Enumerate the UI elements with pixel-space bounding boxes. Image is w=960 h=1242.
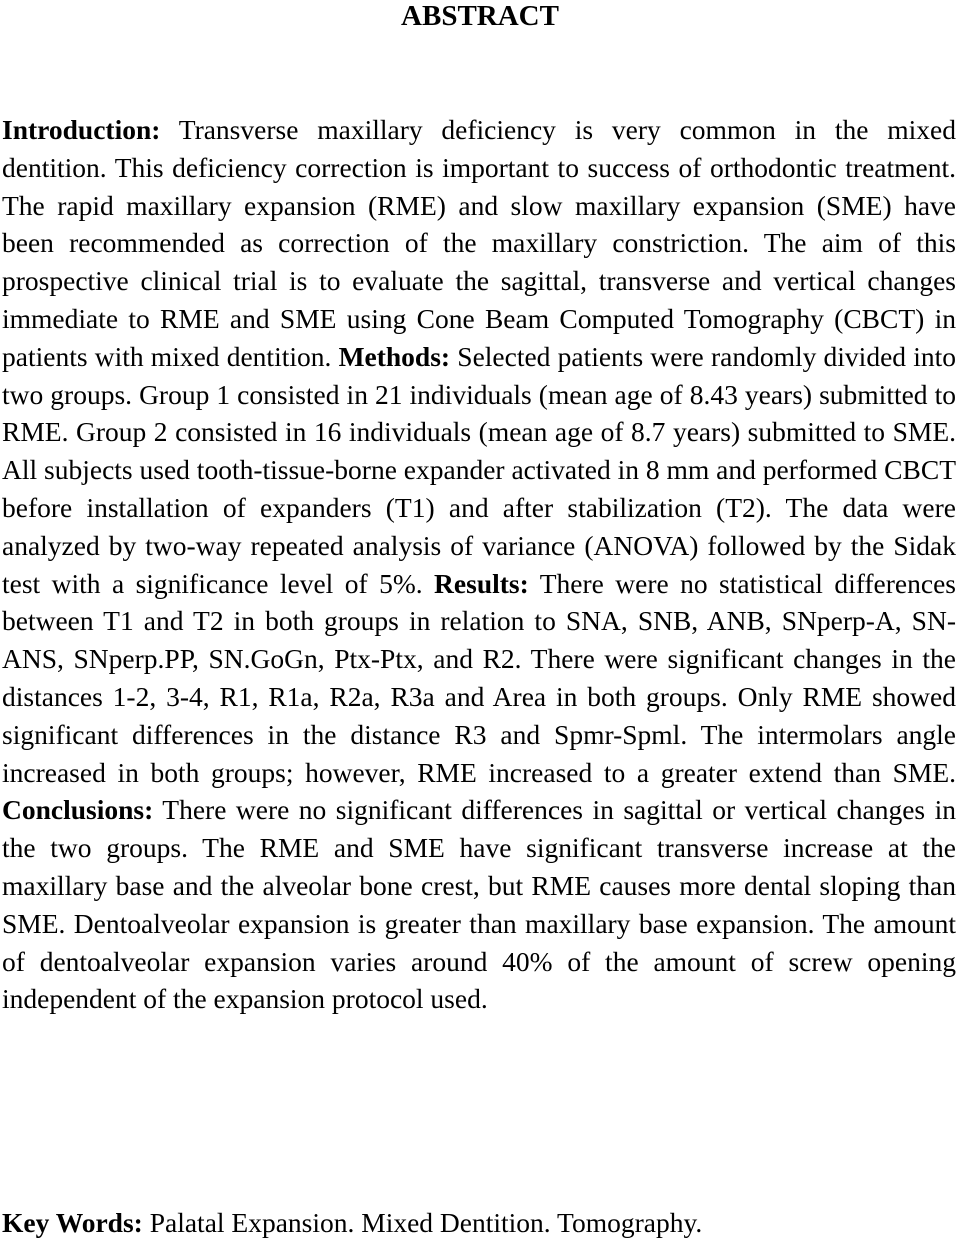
methods-label: Methods: [338, 340, 451, 372]
keywords-text: Palatal Expansion. Mixed Dentition. Tomography. [142, 1207, 703, 1238]
keywords-label: Key Words: [2, 1207, 143, 1238]
abstract-heading: ABSTRACT [401, 0, 559, 32]
results-label: Results: [434, 567, 529, 599]
introduction-label: Introduction: [2, 114, 161, 145]
keywords-line [2, 1204, 956, 1242]
results-text: There were no statistical differences between T1 and T2 in both groups in relation to SNA, SNB, ANB, SNperp-A, SN-ANS, SNperp.PP, SN.GoGn, Ptx-Ptx, and R2. There were significant changes in the distances 1-2, 3-4, R1, R1a, R2a, R3a and Area in both groups. Only RME showed significant differences in the distance R3 and Spmr-Spml. The intermolars angle increased in both groups; however, RME increased to a greater extend than SME. [2, 567, 956, 788]
conclusions-label: Conclusions: [2, 794, 154, 826]
methods-text: Selected patients were randomly divided into two groups. Group 1 consisted in 21 individuals (mean age of 8.43 years) submitted to RME. Group 2 consisted in 16 individuals (mean age of 8.7 years) submitted to SME. All subjects used tooth-tissue-borne expander activated in 8 mm and performed CBCT before installation of expanders (T1) and after stabilization (T2). The data were analyzed by two-way repeated analysis of variance (ANOVA) followed by the Sidak test with a significance level of 5%. [2, 340, 956, 599]
introduction-text: Transverse maxillary deficiency is very common in the mixed dentition. This deficiency correction is important to success of orthodontic treatment. The rapid maxillary expansion (RME) and slow maxillary expansion (SME) have been recommended as correction of the maxillary constriction. The aim of this prospective clinical trial is to evaluate the sagittal, transverse and vertical changes immediate to RME and SME using Cone Beam Computed Tomography (CBCT) in patients with mixed dentition. [2, 114, 956, 372]
abstract-body [2, 111, 956, 1018]
conclusions-text: There were no significant differences in sagittal or vertical changes in the two groups. The RME and SME have significant transverse increase at the maxillary base and the alveolar bone crest, but RME causes more dental sloping than SME. Dentoalveolar expansion is greater than maxillary base expansion. The amount of dentoalveolar expansion varies around 40% of the amount of screw opening independent of the expansion protocol used. [2, 794, 956, 1015]
